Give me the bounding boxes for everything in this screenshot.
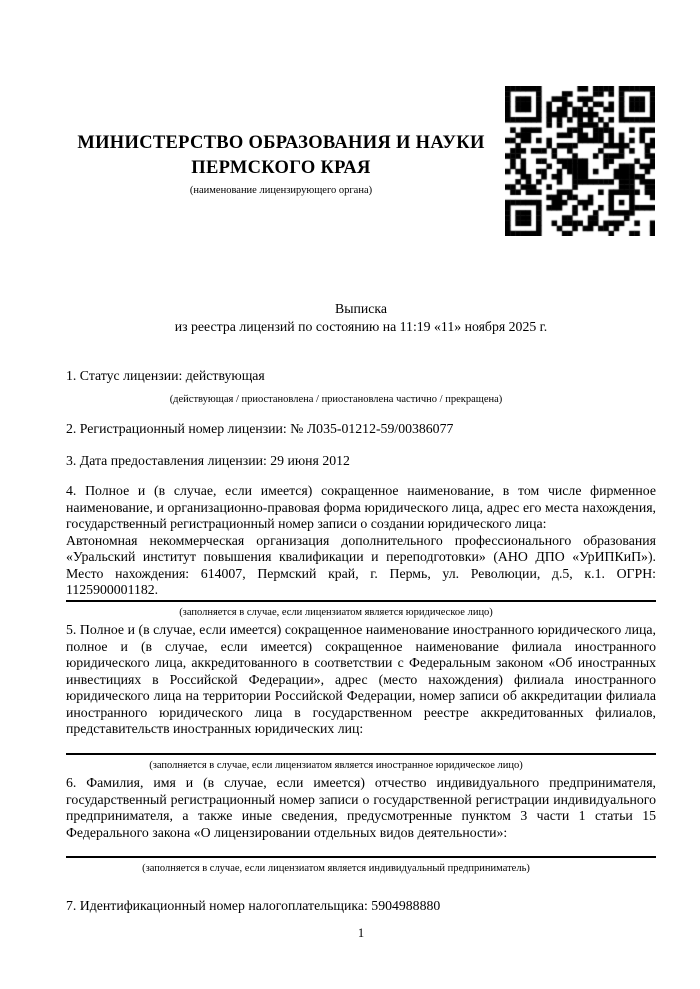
foreign-entity-hint: (заполняется в случае, если лицензиатом является иностранное юридическое лицо) <box>149 759 523 771</box>
title-line1: Выписка <box>335 301 387 316</box>
ministry-name-line2: ПЕРМСКОГО КРАЯ <box>191 158 371 178</box>
item-license-status <box>66 368 656 385</box>
ministry-name-line1: МИНИСТЕРСТВО ОБРАЗОВАНИЯ И НАУКИ <box>77 133 485 153</box>
fill-line <box>66 753 656 755</box>
item-grant-date <box>66 453 656 470</box>
fill-line <box>66 856 656 858</box>
registration-number-text: 2. Регистрационный номер лицензии: № Л035-01212-59/00386077 <box>66 421 454 436</box>
taxpayer-number-text: 7. Идентификационный номер налогоплательщика: 5904988880 <box>66 898 441 913</box>
legal-entity-question: 4. Полное и (в случае, если имеется) сокращенное наименование, в том числе фирменное наименование, и организационно-правовая форма юридического лица, адрес его места нахождения, государственный регистрационный номер записи о создании юридического лица: <box>66 483 656 531</box>
item-individual-entrepreneur <box>66 775 656 875</box>
license-status-hint: (действующая / приостановлена / приостановлена частично / прекращена) <box>169 394 503 405</box>
item-legal-entity <box>66 483 656 619</box>
ministry-name <box>66 131 496 181</box>
foreign-entity-question: 5. Полное и (в случае, если имеется) сокращенное наименование иностранного юридического лица, полное и (в случае, если имеется) сокращенное наименование филиала иностранного юридического лица, аккредитованного в соответствии с Федеральным законом «Об иностранных инвестициях в Российской Федерации», адрес (место нахождения) филиала иностранного юридического лица на территории Российской Федерации, номер записи об аккредитации филиала иностранного юридического лица в государственном реестре аккредитованных филиалов, представительств иностранных юридических лиц: <box>66 622 656 736</box>
individual-entrepreneur-hint: (заполняется в случае, если лицензиатом является индивидуальный предприниматель) <box>142 863 530 874</box>
license-status-text: 1. Статус лицензии: действующая <box>66 368 265 383</box>
grant-date-text: 3. Дата предоставления лицензии: 29 июня 2012 <box>66 453 350 468</box>
fill-line <box>66 600 656 602</box>
individual-entrepreneur-question: 6. Фамилия, имя и (в случае, если имеется) отчество индивидуального предпринимателя, государственный регистрационный номер записи о государственной регистрации индивидуального предпринимателя, а также иные сведения, предусмотренные пунктом 3 части 1 статьи 15 Федерального закона «О лицензировании отдельных видов деятельности»: <box>66 775 656 840</box>
item-registration-number <box>66 421 656 438</box>
ministry-caption: (наименование лицензирующего органа) <box>189 185 373 196</box>
page-number: 1 <box>357 926 365 940</box>
issuing-authority-block <box>66 131 496 196</box>
document-title <box>66 300 656 335</box>
qr-code-icon <box>505 86 655 236</box>
legal-entity-value: Автономная некоммерческая организация дополнительного профессионального образования «Уральский институт повышения квалификации и переподготовки» (АНО ДПО «УрИПКиП»). Место нахождения: 614007, Пермский край, г. Пермь, ул. Революции, д.5, к.1. ОГРН: 1125900001182. <box>66 532 656 597</box>
legal-entity-hint: (заполняется в случае, если лицензиатом является юридическое лицо) <box>179 606 493 618</box>
item-taxpayer-number <box>66 898 656 915</box>
title-line2: из реестра лицензий по состоянию на 11:19 «11» ноября 2025 г. <box>174 318 548 334</box>
item-foreign-entity <box>66 622 656 772</box>
